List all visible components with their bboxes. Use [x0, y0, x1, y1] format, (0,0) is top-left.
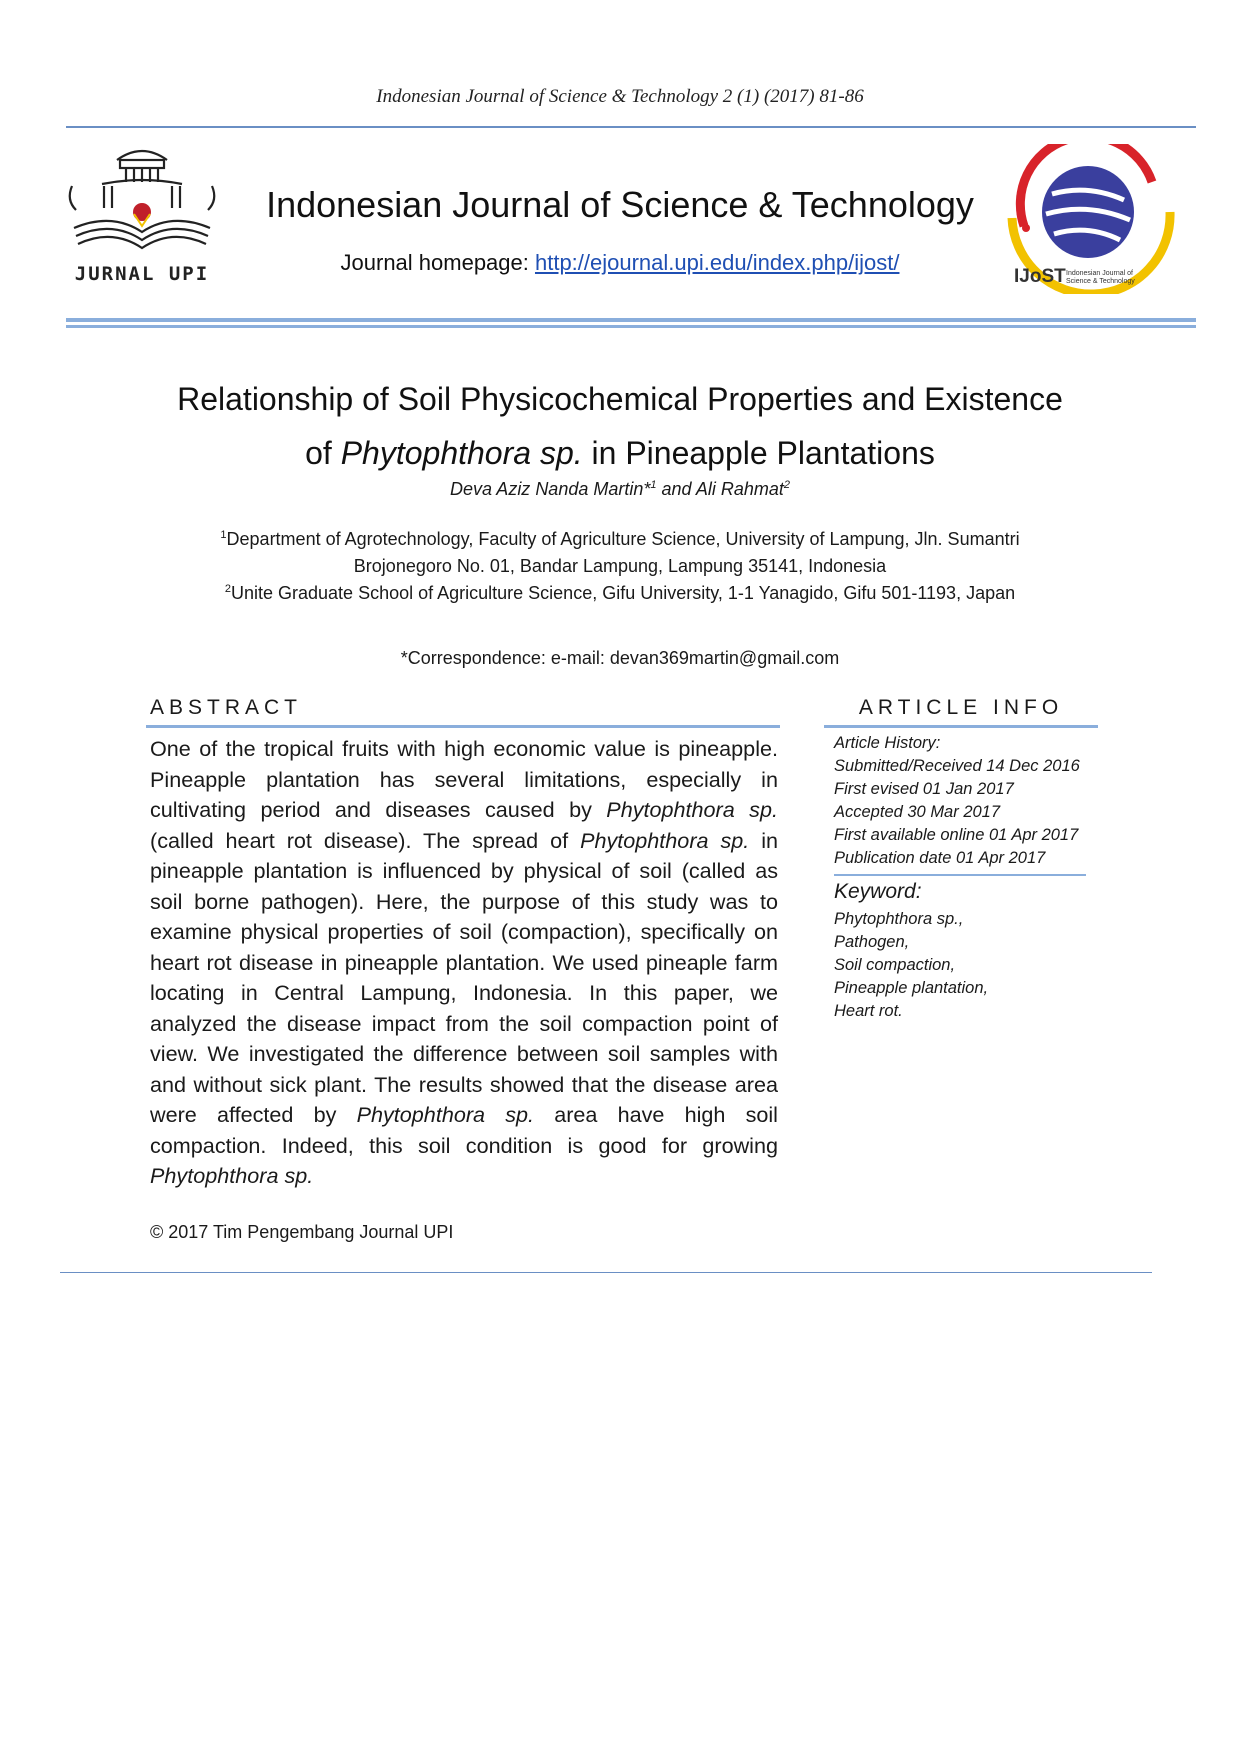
- paper-title-species: Phytophthora sp.: [340, 435, 583, 471]
- journal-homepage: [240, 250, 1000, 276]
- copyright: © 2017 Tim Pengembang Journal UPI: [150, 1222, 454, 1242]
- abstract-text-1: One of the tropical fruits with high economic value is pineapple. Pineapple plantation has several limitations, especially in cultivating period and diseases caused by: [150, 736, 778, 822]
- history-item: Publication date 01 Apr 2017: [834, 849, 1046, 867]
- author-1-affil-sup: 1: [650, 479, 657, 491]
- keyword-item: Soil compaction,: [834, 956, 956, 974]
- header-rule-band-1: [66, 318, 1196, 322]
- paper-title-pre: of: [305, 435, 341, 471]
- affiliation-1: [150, 522, 1090, 580]
- affiliation-1-text: Department of Agrotechnology, Faculty of Agriculture Science, University of Lampung, Jln. Sumantri: [226, 529, 1020, 549]
- article-history: [834, 732, 1104, 870]
- keyword-item: Heart rot.: [834, 1002, 903, 1020]
- affiliation-2: [150, 576, 1090, 607]
- keyword-item: Phytophthora sp.,: [834, 910, 964, 928]
- article-info-heading: ARTICLE INFO: [858, 696, 1064, 719]
- abstract-species-4: Phytophthora sp.: [150, 1163, 314, 1188]
- paper-title-line-2: [100, 426, 1140, 480]
- keyword-list: [834, 908, 1104, 1023]
- abstract-text-4: area have high soil compaction. Indeed, this soil condition is good for growing: [150, 1102, 778, 1158]
- affiliation-1-line-1: [150, 522, 1090, 553]
- ijost-logo: [1002, 144, 1182, 294]
- paper-title: [100, 372, 1140, 480]
- abstract-species-2: Phytophthora sp.: [580, 827, 750, 853]
- running-head: Indonesian Journal of Science & Technology 2 (1) (2017) 81-86: [376, 86, 864, 107]
- history-item: Submitted/Received 14 Dec 2016: [834, 757, 1080, 775]
- history-item: Accepted 30 Mar 2017: [834, 803, 1001, 821]
- abstract-heading-rule: [146, 725, 780, 728]
- abstract-species-3: Phytophthora sp.: [356, 1102, 535, 1127]
- abstract-body: [150, 734, 778, 1192]
- article-history-rule: [834, 874, 1086, 876]
- history-item: First available online 01 Apr 2017: [834, 826, 1079, 844]
- author-2-affil-sup: 2: [783, 479, 791, 491]
- abstract-text-2: (called heart rot disease). The spread of: [150, 827, 581, 853]
- affiliation-2-text: Unite Graduate School of Agriculture Science, Gifu University, 1-1 Yanagido, Gifu 501-1193, Japan: [231, 583, 1016, 603]
- correspondence: *Correspondence: e-mail: devan369martin@gmail.com: [400, 648, 840, 668]
- affiliation-1-sup: 1: [220, 529, 227, 541]
- keyword-item: Pathogen,: [834, 933, 910, 951]
- jurnal-upi-logo: [62, 136, 222, 286]
- authors: [100, 479, 1140, 500]
- homepage-link[interactable]: http://ejournal.upi.edu/index.php/ijost/: [534, 250, 900, 275]
- affiliation-1-line-2: Brojonegoro No. 01, Bandar Lampung, Lampung 35141, Indonesia: [353, 556, 887, 576]
- abstract-bottom-rule: [60, 1272, 1152, 1273]
- ijost-logo-subtext-1: Indonesian Journal of: [1066, 270, 1133, 277]
- header-rule-top: [66, 126, 1196, 128]
- author-1: Deva Aziz Nanda Martin*: [449, 479, 651, 499]
- journal-name: Indonesian Journal of Science & Technology: [266, 184, 974, 225]
- keyword-heading: Keyword:: [834, 880, 922, 903]
- homepage-label: Journal homepage:: [340, 250, 535, 275]
- ijost-logo-text: IJoST: [1014, 266, 1066, 287]
- paper-title-post: in Pineapple Plantations: [582, 435, 935, 471]
- abstract-heading: ABSTRACT: [150, 696, 303, 719]
- abstract-species-1: Phytophthora sp.: [606, 797, 778, 822]
- article-info-heading-rule: [824, 725, 1098, 728]
- affiliation-2-sup: 2: [224, 583, 231, 595]
- ijost-logo-subtext-2: Science & Technology: [1066, 278, 1135, 285]
- header-rule-band-2: [66, 325, 1196, 328]
- history-item: First evised 01 Jan 2017: [834, 780, 1014, 798]
- abstract-text-3: in pineapple plantation is influenced by physical of soil (called as soil borne pathogen). Here, the purpose of this study was to examine physical properties of soil (compaction), specifically on heart rot disease in pineapple plantation. We used pineaple farm locating in Central Lampung, Indonesia. In this paper, we analyzed the disease impact from the soil compaction point of view. We investigated the difference between soil samples with and without sick plant. The results showed that the disease area were affected by: [150, 827, 779, 1127]
- jurnal-upi-logo-text: JURNAL UPI: [74, 263, 210, 285]
- paper-title-line-1: Relationship of Soil Physicochemical Properties and Existence: [177, 381, 1063, 417]
- keyword-item: Pineapple plantation,: [834, 979, 989, 997]
- history-item: Article History:: [834, 734, 941, 752]
- author-join: and Ali Rahmat: [656, 479, 784, 499]
